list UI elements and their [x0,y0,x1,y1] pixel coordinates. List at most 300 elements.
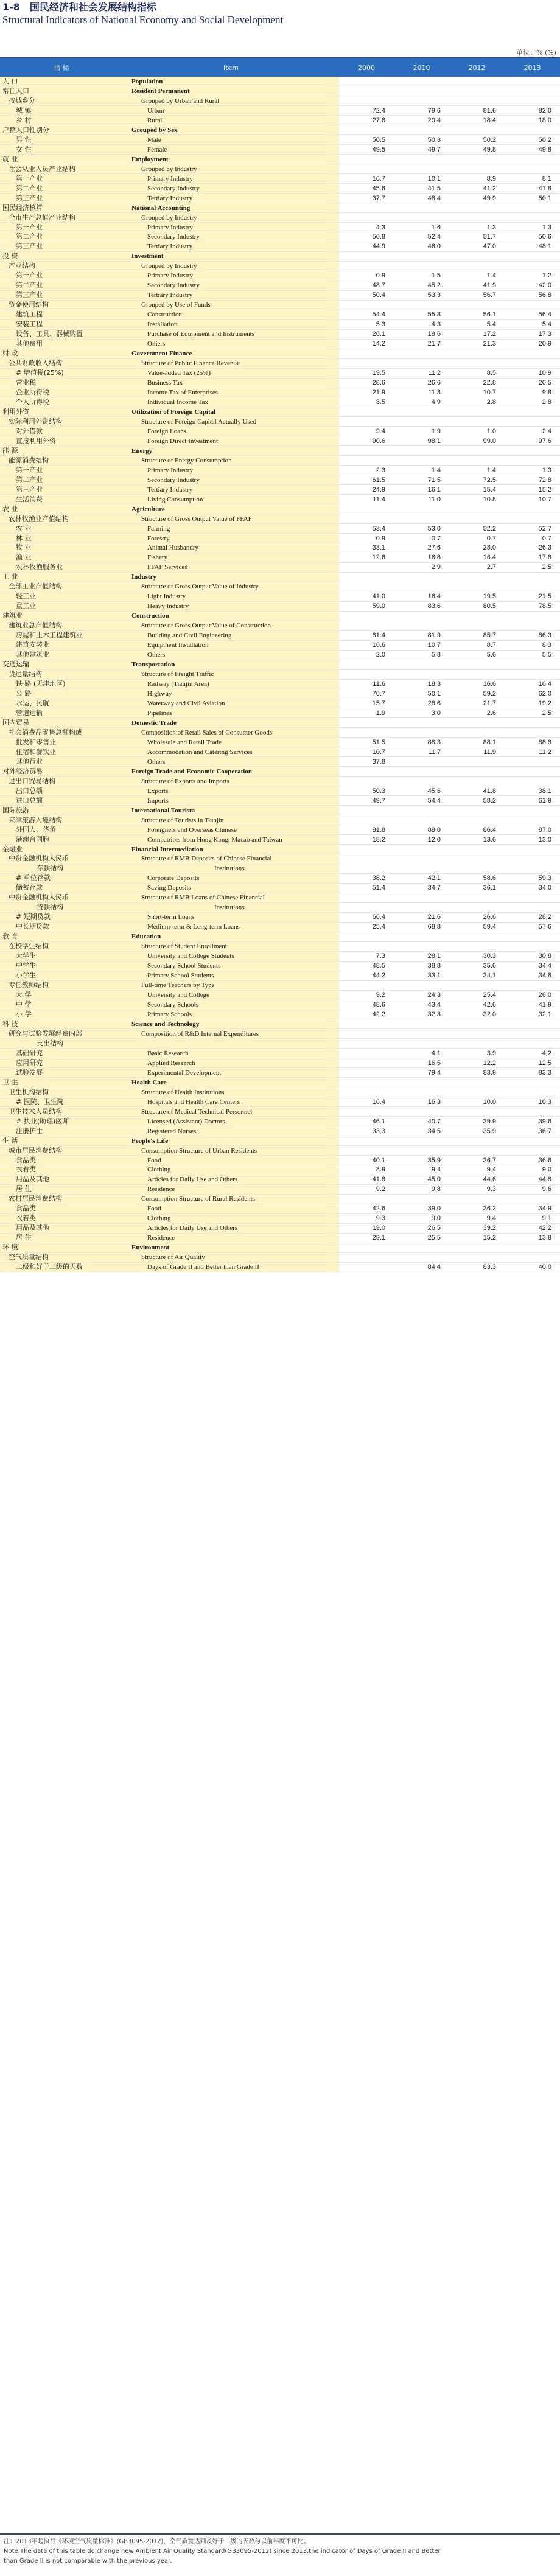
value-cell-2013: 2.5 [505,708,560,718]
value-cell-2013 [505,203,560,213]
indicator-cn-cell: 营业税 [0,378,123,388]
value-cell-2012: 1.0 [449,427,505,436]
value-cell-2013: 13.8 [505,1233,560,1243]
indicator-cn-cell: 其他建筑业 [0,650,123,660]
group-row [0,1087,560,1097]
value-cell-2012: 17.2 [449,329,505,339]
value-cell-2010: 1.6 [394,223,449,232]
value-cell-2010: 1.5 [394,271,449,281]
section-row [0,504,560,514]
value-cell-2013: 88.8 [505,738,560,747]
table-row [0,1184,560,1194]
value-cell-2000: 46.1 [339,1117,394,1126]
value-cell-2010 [394,96,449,106]
value-cell-2000: 27.6 [339,116,394,125]
item-en-cell: Animal Husbandry [123,543,339,553]
item-en-cell: Utilization of Foreign Capital [123,407,339,417]
indicator-cn-cell: 直接利用外资 [0,436,123,446]
item-en-cell: Exports [123,786,339,796]
indicator-cn-cell: 第二产业 [0,232,123,242]
value-cell-2012: 21.7 [449,699,505,708]
indicator-cn-cell: 公 路 [0,689,123,699]
indicator-cn-cell: 社会消费品零售总额构成 [0,728,123,738]
table-row [0,436,560,446]
value-cell-2010: 34.5 [394,1126,449,1136]
value-cell-2013: 86.3 [505,630,560,640]
value-cell-2000 [339,806,394,815]
indicator-cn-cell: 人 口 [0,77,123,86]
column-header-2013: 2013 [505,58,560,77]
indicator-cn-cell: 其他费用 [0,339,123,349]
value-cell-2010: 68.8 [394,922,449,932]
value-cell-2000: 81.8 [339,825,394,835]
item-en-cell: People's Life [123,1136,339,1146]
indicator-cn-cell: 环 境 [0,1243,123,1252]
value-cell-2013 [505,806,560,815]
indicator-cn-cell: 第三产业 [0,242,123,251]
table-row [0,194,560,203]
value-cell-2000 [339,660,394,669]
value-cell-2010: 83.6 [394,601,449,611]
indicator-cn-cell: 资金使用结构 [0,300,123,310]
indicator-cn-cell: 居 住 [0,1184,123,1194]
group-row [0,358,560,368]
value-cell-2000 [339,456,394,466]
item-en-cell: Structure of RMB Deposits of Chinese Financial [123,854,339,864]
item-en-cell: Rural [123,116,339,125]
table-row [0,1223,560,1233]
indicator-cn-cell: 试验发展 [0,1068,123,1078]
table-row [0,466,560,475]
value-cell-2000: 50.8 [339,232,394,242]
value-cell-2012 [449,1252,505,1262]
table-row [0,1262,560,1272]
value-cell-2010 [394,669,449,679]
value-cell-2000: 9.2 [339,990,394,1000]
value-cell-2013: 8.1 [505,174,560,184]
value-cell-2013: 5.5 [505,650,560,660]
value-cell-2012: 58.2 [449,796,505,806]
value-cell-2013: 28.2 [505,912,560,922]
value-cell-2012: 56.1 [449,310,505,319]
value-cell-2000 [339,358,394,368]
item-en-cell: Waterway and Civil Aviation [123,699,339,708]
item-en-cell: Structure of Freight Traffic [123,669,339,679]
item-en-cell: Structure of Gross Output Value of Construction [123,621,339,630]
item-en-cell: Wholesale and Retail Trade [123,738,339,747]
group-row [0,621,560,630]
item-en-cell: Structure of RMB Loans of Chinese Financial [123,893,339,902]
value-cell-2013 [505,1146,560,1156]
value-cell-2012 [449,893,505,902]
item-en-cell: Construction [123,310,339,319]
value-cell-2000 [339,1107,394,1117]
value-cell-2010 [394,164,449,174]
value-cell-2010: 3.0 [394,708,449,718]
value-cell-2000 [339,407,394,417]
item-en-cell: Government Finance [123,349,339,358]
value-cell-2013: 72.8 [505,475,560,485]
value-cell-2012 [449,854,505,864]
value-cell-2000: 25.4 [339,922,394,932]
value-cell-2012: 59.2 [449,689,505,699]
value-cell-2010: 18.6 [394,329,449,339]
unit-label: 单位：% (%) [516,49,556,57]
group-row [0,941,560,951]
value-cell-2000 [339,728,394,738]
value-cell-2000: 9.3 [339,1213,394,1223]
value-cell-2012 [449,1078,505,1087]
value-cell-2013: 2.4 [505,427,560,436]
value-cell-2012: 49.8 [449,145,505,155]
value-cell-2000: 0.9 [339,534,394,543]
indicator-cn-cell: 轻工业 [0,592,123,601]
value-cell-2012 [449,777,505,786]
footnote [0,2533,560,2569]
table-row [0,232,560,242]
value-cell-2013: 5.4 [505,319,560,329]
indicator-cn-cell: 渔 业 [0,553,123,562]
value-cell-2012 [449,1087,505,1097]
table-row [0,592,560,601]
section-row [0,446,560,456]
value-cell-2010: 21.7 [394,339,449,349]
table-row [0,339,560,349]
item-en-cell: Financial Intermediation [123,845,339,854]
value-cell-2012: 12.2 [449,1058,505,1068]
table-row [0,699,560,708]
value-cell-2012: 21.3 [449,339,505,349]
item-en-cell: Female [123,145,339,155]
value-cell-2012: 88.1 [449,738,505,747]
table-row [0,1213,560,1223]
item-en-cell: Tertiary Industry [123,194,339,203]
value-cell-2000 [339,1262,394,1272]
value-cell-2012: 22.8 [449,378,505,388]
value-cell-2010: 0.7 [394,534,449,543]
item-en-cell: Tertiary Industry [123,290,339,300]
table-row [0,708,560,718]
table-row [0,106,560,116]
group-row [0,1252,560,1262]
value-cell-2012 [449,1146,505,1156]
value-cell-2012: 10.0 [449,1097,505,1107]
value-cell-2012 [449,572,505,582]
section-row [0,1078,560,1087]
item-en-cell: Articles for Daily Use and Others [123,1223,339,1233]
value-cell-2010 [394,358,449,368]
value-cell-2010 [394,1194,449,1204]
indicator-cn-cell: 乡 村 [0,116,123,125]
item-en-cell: Foreign Trade and Economic Cooperation [123,767,339,777]
indicator-cn-cell: 工 业 [0,572,123,582]
value-cell-2012: 15.4 [449,485,505,495]
item-en-cell: Residence [123,1184,339,1194]
value-cell-2013: 26.3 [505,543,560,553]
table-row [0,835,560,845]
value-cell-2013: 10.7 [505,495,560,504]
value-cell-2010: 4.1 [394,1049,449,1058]
indicator-cn-cell: 个人所得税 [0,397,123,407]
item-en-cell: Secondary Industry [123,184,339,194]
value-cell-2013: 83.3 [505,1068,560,1078]
indicator-cn-cell: 第二产业 [0,184,123,194]
value-cell-2010 [394,757,449,767]
value-cell-2012 [449,845,505,854]
value-cell-2012: 36.7 [449,1156,505,1165]
item-en-cell: Primary Industry [123,466,339,475]
value-cell-2012: 32.0 [449,1010,505,1019]
group-row [0,96,560,106]
table-row [0,524,560,534]
value-cell-2010 [394,86,449,96]
value-cell-2012 [449,980,505,990]
value-cell-2013 [505,941,560,951]
indicator-cn-cell: 城 镇 [0,106,123,116]
value-cell-2000: 66.4 [339,912,394,922]
value-cell-2012: 16.6 [449,679,505,689]
value-cell-2013: 62.0 [505,689,560,699]
value-cell-2013: 39.6 [505,1117,560,1126]
section-row [0,349,560,358]
value-cell-2010: 55.3 [394,310,449,319]
value-cell-2013 [505,96,560,106]
value-cell-2010: 12.0 [394,835,449,845]
item-en-cell: Secondary Industry [123,232,339,242]
indicator-cn-cell: 建筑工程 [0,310,123,319]
value-cell-2010: 40.7 [394,1117,449,1126]
value-cell-2012: 2.8 [449,397,505,407]
item-en-cell: Structure of Energy Consumption [123,456,339,466]
value-cell-2013: 97.6 [505,436,560,446]
value-cell-2012 [449,757,505,767]
value-cell-2000 [339,941,394,951]
value-cell-2010 [394,417,449,427]
value-cell-2000 [339,261,394,271]
value-cell-2010: 33.1 [394,971,449,980]
item-en-cell: Secondary School Students [123,961,339,971]
value-cell-2010: 43.4 [394,1000,449,1010]
value-cell-2010: 11.0 [394,495,449,504]
table-row [0,738,560,747]
value-cell-2012: 10.7 [449,388,505,397]
value-cell-2000: 44.2 [339,971,394,980]
value-cell-2010 [394,446,449,456]
indicator-cn-cell: 储蓄存款 [0,883,123,893]
value-cell-2010 [394,582,449,592]
value-cell-2012: 8.7 [449,640,505,650]
value-cell-2010 [394,407,449,417]
indicator-cn-cell: 按城乡分 [0,96,123,106]
table-row [0,786,560,796]
value-cell-2012: 81.6 [449,106,505,116]
value-cell-2013 [505,864,560,873]
indicator-cn-cell: 铁 路 (天津地区) [0,679,123,689]
value-cell-2010: 81.9 [394,630,449,640]
section-row [0,806,560,815]
value-cell-2013: 26.0 [505,990,560,1000]
value-cell-2010: 38.8 [394,961,449,971]
item-en-cell: Clothing [123,1165,339,1175]
value-cell-2012: 56.7 [449,290,505,300]
item-en-cell: Structure of Gross Output Value of Industry [123,582,339,592]
item-en-cell: Farming [123,524,339,534]
value-cell-2010: 50.3 [394,135,449,145]
indicator-cn-cell: 外国人、华侨 [0,825,123,835]
value-cell-2010 [394,125,449,135]
value-cell-2000: 9.4 [339,427,394,436]
item-en-cell: Food [123,1204,339,1213]
value-cell-2012: 83.9 [449,1068,505,1078]
item-en-cell: Short-term Loans [123,912,339,922]
table-row [0,1000,560,1010]
value-cell-2010 [394,1146,449,1156]
value-cell-2013 [505,300,560,310]
value-cell-2013: 1.2 [505,271,560,281]
value-cell-2013 [505,407,560,417]
value-cell-2010: 10.7 [394,640,449,650]
item-en-cell: Tertiary Industry [123,242,339,251]
value-cell-2013: 9.6 [505,1184,560,1194]
indicator-cn-cell: 生活消费 [0,495,123,504]
value-cell-2013: 2.8 [505,397,560,407]
indicator-cn-cell: 企业所得税 [0,388,123,397]
value-cell-2013: 10.3 [505,1097,560,1107]
value-cell-2012: 35.6 [449,961,505,971]
item-en-cell: Structure of Health Institutions [123,1087,339,1097]
item-en-cell: Fishery [123,553,339,562]
indicator-cn-cell: 第三产业 [0,485,123,495]
value-cell-2010 [394,1078,449,1087]
item-en-cell: Urban [123,106,339,116]
value-cell-2000: 49.7 [339,796,394,806]
value-cell-2012 [449,213,505,223]
value-cell-2013 [505,845,560,854]
value-cell-2000 [339,1146,394,1156]
value-cell-2012 [449,86,505,96]
value-cell-2013: 52.7 [505,524,560,534]
value-cell-2012 [449,1107,505,1117]
group-row [0,1107,560,1117]
value-cell-2013 [505,456,560,466]
value-cell-2010: 50.1 [394,689,449,699]
value-cell-2013: 16.4 [505,679,560,689]
value-cell-2000: 48.6 [339,1000,394,1010]
value-cell-2010: 28.6 [394,699,449,708]
value-cell-2000 [339,980,394,990]
value-cell-2012: 9.3 [449,1184,505,1194]
indicator-cn-cell: 货运量结构 [0,669,123,679]
indicator-cn-cell: 存款结构 [0,864,123,873]
value-cell-2013: 49.8 [505,145,560,155]
group-row [0,164,560,174]
item-en-cell: Grouped by Industry [123,164,339,174]
item-en-cell: Institutions [123,902,339,912]
item-en-cell: Medium-term & Long-term Loans [123,922,339,932]
value-cell-2012 [449,582,505,592]
indicator-cn-cell: 中长期贷款 [0,922,123,932]
value-cell-2010: 5.3 [394,650,449,660]
value-cell-2000 [339,815,394,825]
value-cell-2010 [394,611,449,621]
value-cell-2000: 37.7 [339,194,394,203]
item-en-cell: Licensed (Assistant) Doctors [123,1117,339,1126]
value-cell-2012: 44.6 [449,1175,505,1184]
value-cell-2013 [505,728,560,738]
item-en-cell: Domestic Trade [123,718,339,728]
value-cell-2013 [505,349,560,358]
value-cell-2012 [449,941,505,951]
value-cell-2010: 48.4 [394,194,449,203]
item-en-cell: Articles for Daily Use and Others [123,1175,339,1184]
indicator-cn-cell: 建筑业 [0,611,123,621]
indicator-cn-cell: 二级和好于二级的天数 [0,1262,123,1272]
indicator-cn-cell: 大学生 [0,951,123,961]
item-en-cell: Value-added Tax (25%) [123,368,339,378]
value-cell-2012: 9.4 [449,1213,505,1223]
value-cell-2010: 11.2 [394,368,449,378]
value-cell-2000 [339,514,394,524]
item-en-cell: Science and Technology [123,1019,339,1029]
value-cell-2000 [339,96,394,106]
value-cell-2012: 47.0 [449,242,505,251]
value-cell-2012 [449,358,505,368]
value-cell-2013: 19.2 [505,699,560,708]
value-cell-2013: 50.6 [505,232,560,242]
value-cell-2000: 50.4 [339,290,394,300]
value-cell-2013: 9.1 [505,1213,560,1223]
table-row [0,562,560,572]
value-cell-2013 [505,621,560,630]
indicator-cn-cell: 批发和零售业 [0,738,123,747]
value-cell-2010: 27.6 [394,543,449,553]
indicator-cn-cell: 安装工程 [0,319,123,329]
value-cell-2010: 35.9 [394,1156,449,1165]
item-en-cell: Purchase of Equipment and Instruments [123,329,339,339]
item-en-cell: Clothing [123,1213,339,1223]
item-en-cell: Others [123,650,339,660]
item-en-cell: Others [123,757,339,767]
value-cell-2013: 34.9 [505,1204,560,1213]
value-cell-2012: 3.9 [449,1049,505,1058]
value-cell-2010 [394,902,449,912]
item-en-cell: Structure of Gross Output Value of FFAF [123,514,339,524]
table-row [0,475,560,485]
value-cell-2010 [394,806,449,815]
value-cell-2010 [394,660,449,669]
value-cell-2000: 1.9 [339,708,394,718]
table-row [0,971,560,980]
value-cell-2012: 15.2 [449,1233,505,1243]
value-cell-2000 [339,864,394,873]
value-cell-2013 [505,1107,560,1117]
indicator-cn-cell: # 短期贷款 [0,912,123,922]
value-cell-2013 [505,902,560,912]
indicator-cn-cell: 第二产业 [0,281,123,290]
value-cell-2012: 80.5 [449,601,505,611]
value-cell-2013: 56.4 [505,310,560,319]
value-cell-2000: 37.8 [339,757,394,767]
value-cell-2010 [394,718,449,728]
group-row [0,1029,560,1039]
item-en-cell: Building and Civil Engineering [123,630,339,640]
value-cell-2000 [339,77,394,86]
value-cell-2012 [449,767,505,777]
value-cell-2013 [505,815,560,825]
table-row [0,757,560,767]
value-cell-2013: 34.8 [505,971,560,980]
table-row [0,873,560,883]
